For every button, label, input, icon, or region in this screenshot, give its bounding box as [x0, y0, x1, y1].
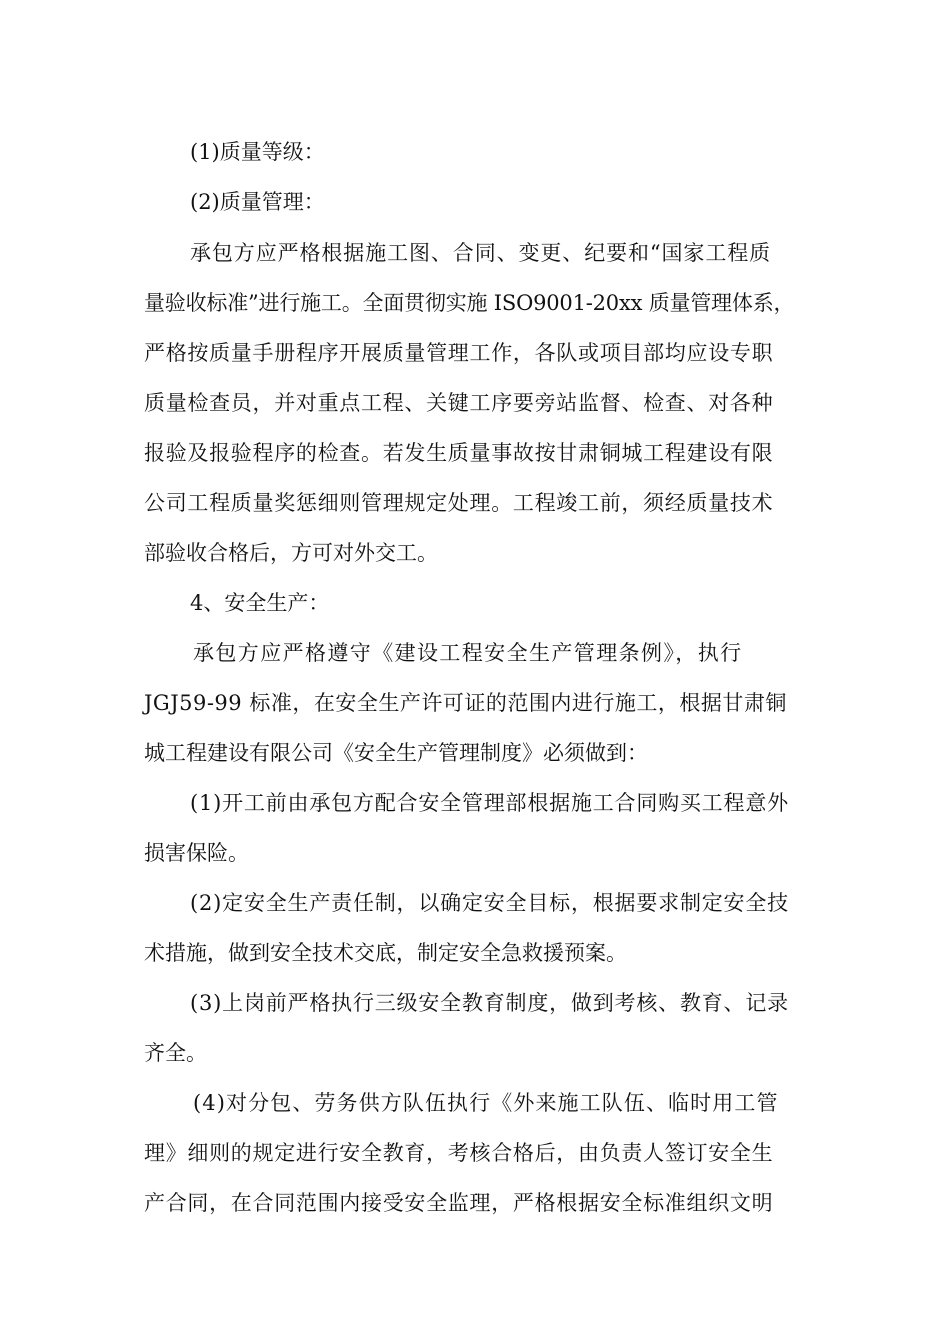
section-heading-safety: 4、安全生产：: [190, 591, 330, 615]
list-item-line: (3)上岗前严格执行三级安全教育制度，做到考核、教育、记录: [190, 991, 789, 1015]
paragraph-line: JGJ59-99 标准，在安全生产许可证的范围内进行施工，根据甘肃铜: [144, 691, 787, 715]
paragraph-line: 质量检查员，并对重点工程、关键工序要旁站监督、检查、对各种: [144, 391, 774, 415]
paragraph-line: 承包方应严格遵守《建设工程安全生产管理条例》，执行: [193, 641, 743, 665]
paragraph-line: 严格按质量手册程序开展质量管理工作，各队或项目部均应设专职: [144, 341, 774, 365]
paragraph-line: 公司工程质量奖惩细则管理规定处理。工程竣工前，须经质量技术: [144, 491, 774, 515]
paragraph-line: 量验收标准”进行施工。全面贯彻实施 ISO9001-20xx 质量管理体系，: [144, 291, 795, 315]
list-item-line: (4)对分包、劳务供方队伍执行《外来施工队伍、临时用工管: [193, 1091, 779, 1115]
list-item-line: (2)定安全生产责任制，以确定安全目标，根据要求制定安全技: [190, 891, 789, 915]
paragraph-line: 部验收合格后，方可对外交工。: [144, 541, 438, 565]
list-item-line: 产合同，在合同范围内接受安全监理，严格根据安全标准组织文明: [144, 1191, 774, 1215]
list-item-line: 理》细则的规定进行安全教育，考核合格后，由负责人签订安全生: [144, 1141, 774, 1165]
list-item-line: 齐全。: [144, 1041, 207, 1065]
list-item-line: 术措施，做到安全技术交底，制定安全急救援预案。: [144, 941, 627, 965]
paragraph-line: 承包方应严格根据施工图、合同、变更、纪要和“国家工程质: [190, 241, 772, 265]
paragraph-line: 报验及报验程序的检查。若发生质量事故按甘肃铜城工程建设有限: [144, 441, 774, 465]
heading-quality-level: (1)质量等级：: [190, 140, 325, 164]
paragraph-line: 城工程建设有限公司《安全生产管理制度》必须做到：: [144, 741, 648, 765]
list-item-line: 损害保险。: [144, 841, 249, 865]
heading-quality-management: (2)质量管理：: [190, 190, 325, 214]
list-item-line: (1)开工前由承包方配合安全管理部根据施工合同购买工程意外: [190, 791, 789, 815]
